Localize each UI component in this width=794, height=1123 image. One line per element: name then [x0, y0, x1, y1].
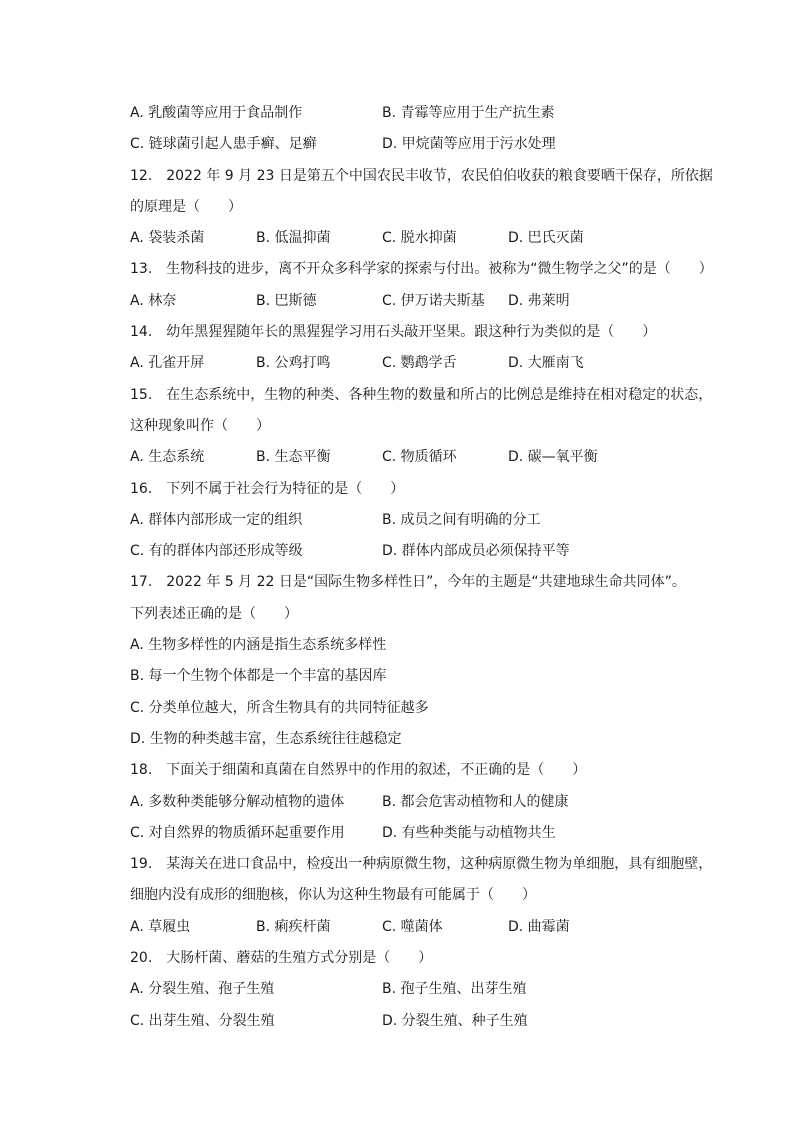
q11-option-d: D. 甲烷菌等应用于污水处理 [382, 136, 556, 153]
q15-stem-line-1: 15. 在生态系统中，生物的种类、各种生物的数量和所占的比例总是维持在相对稳定的状态， [130, 386, 713, 403]
q13-options-row [130, 286, 695, 317]
q19-option-b: B. 痢疾杆菌 [256, 918, 331, 935]
q12-option-d: D. 巴氏灭菌 [508, 230, 584, 247]
q15-option-a: A. 生态系统 [130, 449, 205, 466]
q18-option-b: B. 都会危害动植物和人的健康 [382, 793, 569, 810]
q15-option-d: D. 碳—氧平衡 [508, 449, 598, 466]
q14-option-c: C. 鹦鹉学舌 [382, 355, 457, 372]
q18-options-row-1 [130, 787, 695, 818]
q17-option-d: D. 生物的种类越丰富，生态系统往往越稳定 [130, 730, 402, 747]
q12-option-a: A. 袋装杀菌 [130, 230, 205, 247]
q12-option-c: C. 脱水抑菌 [382, 230, 457, 247]
q16-options-row-1 [130, 505, 695, 536]
q14-option-a: A. 孔雀开屏 [130, 355, 205, 372]
q16-option-b: B. 成员之间有明确的分工 [382, 511, 541, 528]
q11-options-row-1 [130, 98, 695, 129]
q18-option-d: D. 有些种类能与动植物共生 [382, 824, 556, 841]
q19-options-row [130, 912, 695, 943]
q16-options-row-2 [130, 536, 695, 567]
q19-option-a: A. 草履虫 [130, 918, 191, 935]
q19-option-d: D. 曲霉菌 [508, 918, 570, 935]
q16-option-a: A. 群体内部形成一定的组织 [130, 511, 303, 528]
q11-options-row-2 [130, 129, 695, 160]
q12-options-row [130, 223, 695, 254]
q12-stem-line-2: 的原理是（ ） [130, 198, 242, 215]
q15-option-b: B. 生态平衡 [256, 449, 331, 466]
q18-options-row-2 [130, 818, 695, 849]
q16-stem: 16. 下列不属于社会行为特征的是（ ） [130, 480, 405, 497]
q16-option-d: D. 群体内部成员必须保持平等 [382, 543, 570, 560]
q13-option-d: D. 弗莱明 [508, 292, 570, 309]
q12-stem-line-1: 12. 2022 年 9 月 23 日是第五个中国农民丰收节，农民伯伯收获的粮食要晒干保存，所依据 [130, 167, 713, 184]
q13-option-c: C. 伊万诺夫斯基 [382, 292, 485, 309]
q12-option-b: B. 低温抑菌 [256, 230, 331, 247]
q11-option-a: A. 乳酸菌等应用于食品制作 [130, 105, 303, 121]
q17-option-b: B. 每一个生物个体都是一个丰富的基因库 [130, 668, 387, 685]
exam-page [130, 98, 713, 1037]
q14-options-row [130, 348, 695, 379]
q20-options-row-2 [130, 1006, 695, 1037]
q17-option-c: C. 分类单位越大，所含生物具有的共同特征越多 [130, 699, 429, 716]
q13-option-a: A. 林奈 [130, 292, 177, 309]
q18-option-c: C. 对自然界的物质循环起重要作用 [130, 824, 345, 841]
q13-stem: 13. 生物科技的进步，离不开众多科学家的探索与付出。被称为“微生物学之父”的是（ ） [130, 261, 713, 278]
q17-stem-line-2: 下列表述正确的是（ ） [130, 605, 298, 622]
q11-option-b: B. 青霉等应用于生产抗生素 [382, 105, 555, 121]
q20-option-c: C. 出芽生殖、分裂生殖 [130, 1012, 275, 1029]
q20-stem: 20. 大肠杆菌、蘑菇的生殖方式分别是（ ） [130, 950, 433, 967]
q11-option-c: C. 链球菌引起人患手癣、足癣 [130, 136, 317, 153]
q15-options-row [130, 442, 695, 473]
q13-option-b: B. 巴斯德 [256, 292, 317, 309]
q17-option-a: A. 生物多样性的内涵是指生态系统多样性 [130, 637, 387, 654]
q20-option-a: A. 分裂生殖、孢子生殖 [130, 981, 275, 998]
q15-stem-line-2: 这种现象叫作（ ） [130, 417, 270, 434]
q17-stem-line-1: 17. 2022 年 5 月 22 日是“国际生物多样性日”，今年的主题是“共建地球生命共同体”。 [130, 574, 686, 591]
q14-stem: 14. 幼年黑猩猩随年长的黑猩猩学习用石头敲开坚果。跟这种行为类似的是（ ） [130, 324, 657, 341]
q18-stem: 18. 下面关于细菌和真菌在自然界中的作用的叙述，不正确的是（ ） [130, 762, 587, 779]
q20-options-row-1 [130, 974, 695, 1005]
q19-stem-line-1: 19. 某海关在进口食品中，检疫出一种病原微生物，这种病原微生物为单细胞，具有细胞壁， [130, 856, 713, 873]
q19-stem-line-2: 细胞内没有成形的细胞核，你认为这种生物最有可能属于（ ） [130, 887, 536, 904]
q14-option-b: B. 公鸡打鸣 [256, 355, 331, 372]
q16-option-c: C. 有的群体内部还形成等级 [130, 543, 303, 560]
q19-option-c: C. 噬菌体 [382, 918, 443, 935]
q15-option-c: C. 物质循环 [382, 449, 457, 466]
q20-option-b: B. 孢子生殖、出芽生殖 [382, 981, 527, 998]
q14-option-d: D. 大雁南飞 [508, 355, 584, 372]
q18-option-a: A. 多数种类能够分解动植物的遗体 [130, 793, 345, 810]
q20-option-d: D. 分裂生殖、种子生殖 [382, 1012, 528, 1029]
